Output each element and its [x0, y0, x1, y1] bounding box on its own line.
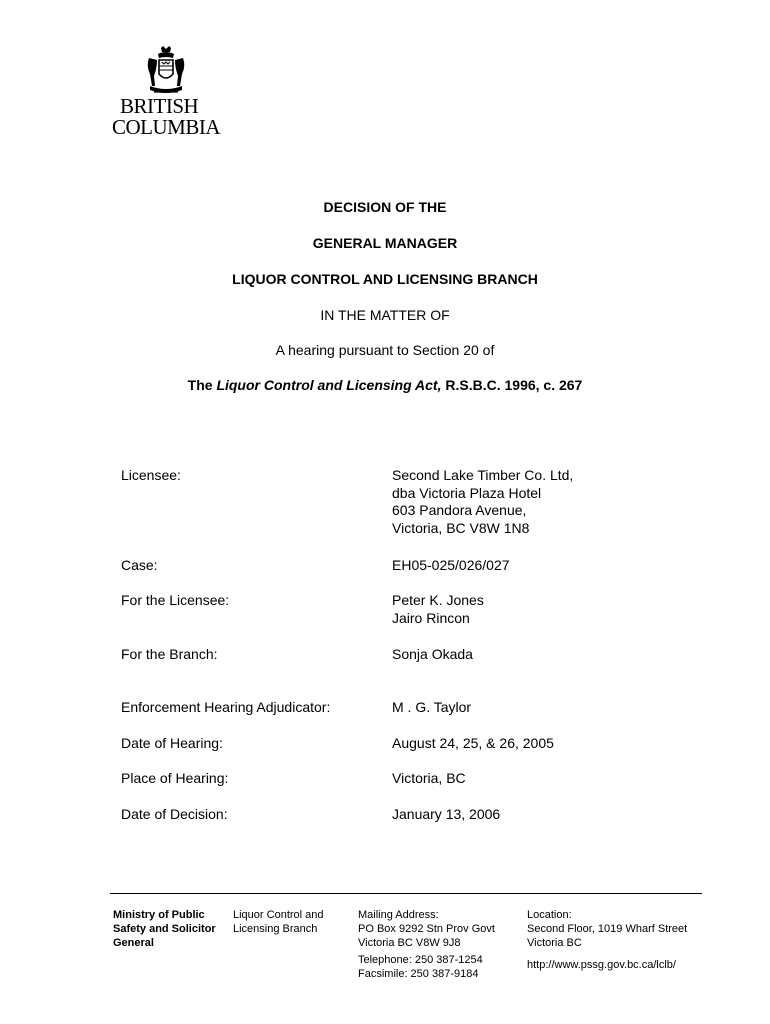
hearing-date-label: Date of Hearing: — [121, 735, 223, 751]
footer-ministry-line: Safety and Solicitor — [113, 923, 216, 935]
hearing-place-value — [392, 770, 466, 788]
for-licensee-line: Jairo Rincon — [392, 609, 470, 626]
licensee-label: Licensee: — [121, 467, 181, 483]
footer-ministry-line: Ministry of Public — [113, 909, 205, 921]
decision-date-label: Date of Decision: — [121, 806, 228, 822]
licensee-line: Second Lake Timber Co. Ltd, — [392, 467, 574, 483]
heading-line-4: IN THE MATTER OF — [320, 307, 450, 323]
footer-branch — [233, 908, 324, 936]
footer-mailing-line: Mailing Address: — [358, 909, 439, 921]
licensee-line: Victoria, BC V8W 1N8 — [392, 519, 530, 536]
heading-line-2: GENERAL MANAGER — [312, 235, 458, 251]
footer-mailing-line: Victoria BC V8W 9J8 — [358, 937, 461, 949]
act-suffix: R.S.B.C. 1996, c. 267 — [445, 377, 583, 393]
act-name: Liquor Control and Licensing Act, — [216, 377, 442, 393]
for-branch-line: Sonja Okada — [392, 646, 473, 662]
footer-ministry — [113, 908, 216, 950]
footer-branch-line: Licensing Branch — [233, 923, 318, 935]
adjudicator-label: Enforcement Hearing Adjudicator: — [121, 699, 331, 715]
decision-date-line: January 13, 2006 — [392, 806, 501, 822]
footer-location-line: Location: — [527, 909, 572, 921]
decision-date-value — [392, 806, 500, 824]
footer-divider — [110, 893, 702, 894]
hearing-place-line: Victoria, BC — [392, 770, 466, 786]
footer-location-line: Victoria BC — [527, 937, 582, 949]
footer-mailing — [358, 908, 495, 981]
act-prefix: The — [187, 377, 213, 393]
footer-location-line: Second Floor, 1019 Wharf Street — [527, 923, 688, 935]
hearing-date-value — [392, 735, 554, 753]
footer-website-link[interactable]: http://www.pssg.gov.bc.ca/lclb/ — [527, 959, 676, 971]
for-licensee-label: For the Licensee: — [121, 592, 230, 608]
case-line: EH05-025/026/027 — [392, 557, 510, 573]
heading-line-1: DECISION OF THE — [323, 199, 447, 215]
licensee-value — [392, 467, 573, 537]
act-title — [0, 377, 770, 393]
hearing-date-line: August 24, 25, & 26, 2005 — [392, 735, 554, 751]
bc-wordmark — [112, 96, 220, 138]
adjudicator-value — [392, 699, 471, 717]
for-branch-label: For the Branch: — [121, 646, 218, 662]
licensee-line: dba Victoria Plaza Hotel — [392, 484, 542, 501]
footer-facsimile: Facsimile: 250 387-9184 — [358, 968, 479, 980]
heading-line-3: LIQUOR CONTROL AND LICENSING BRANCH — [232, 271, 538, 287]
footer-mailing-line: PO Box 9292 Stn Prov Govt — [358, 923, 495, 935]
for-licensee-line: Peter K. Jones — [392, 592, 484, 608]
for-licensee-value — [392, 592, 484, 627]
licensee-line: 603 Pandora Avenue, — [392, 502, 527, 518]
hearing-place-label: Place of Hearing: — [121, 770, 229, 786]
footer-ministry-line: General — [113, 937, 154, 949]
for-branch-value — [392, 646, 473, 664]
bc-logo — [112, 46, 232, 146]
heading-line-5: A hearing pursuant to Section 20 of — [275, 342, 495, 358]
case-label: Case: — [121, 557, 158, 573]
footer-branch-line: Liquor Control and — [233, 909, 324, 921]
wordmark-line-1: BRITISH — [120, 94, 199, 118]
wordmark-line-2: COLUMBIA — [112, 115, 221, 139]
footer-location — [527, 908, 687, 972]
adjudicator-line: M . G. Taylor — [392, 699, 472, 715]
case-value — [392, 557, 510, 575]
coat-of-arms-icon — [144, 46, 188, 98]
footer-telephone: Telephone: 250 387-1254 — [358, 954, 483, 966]
